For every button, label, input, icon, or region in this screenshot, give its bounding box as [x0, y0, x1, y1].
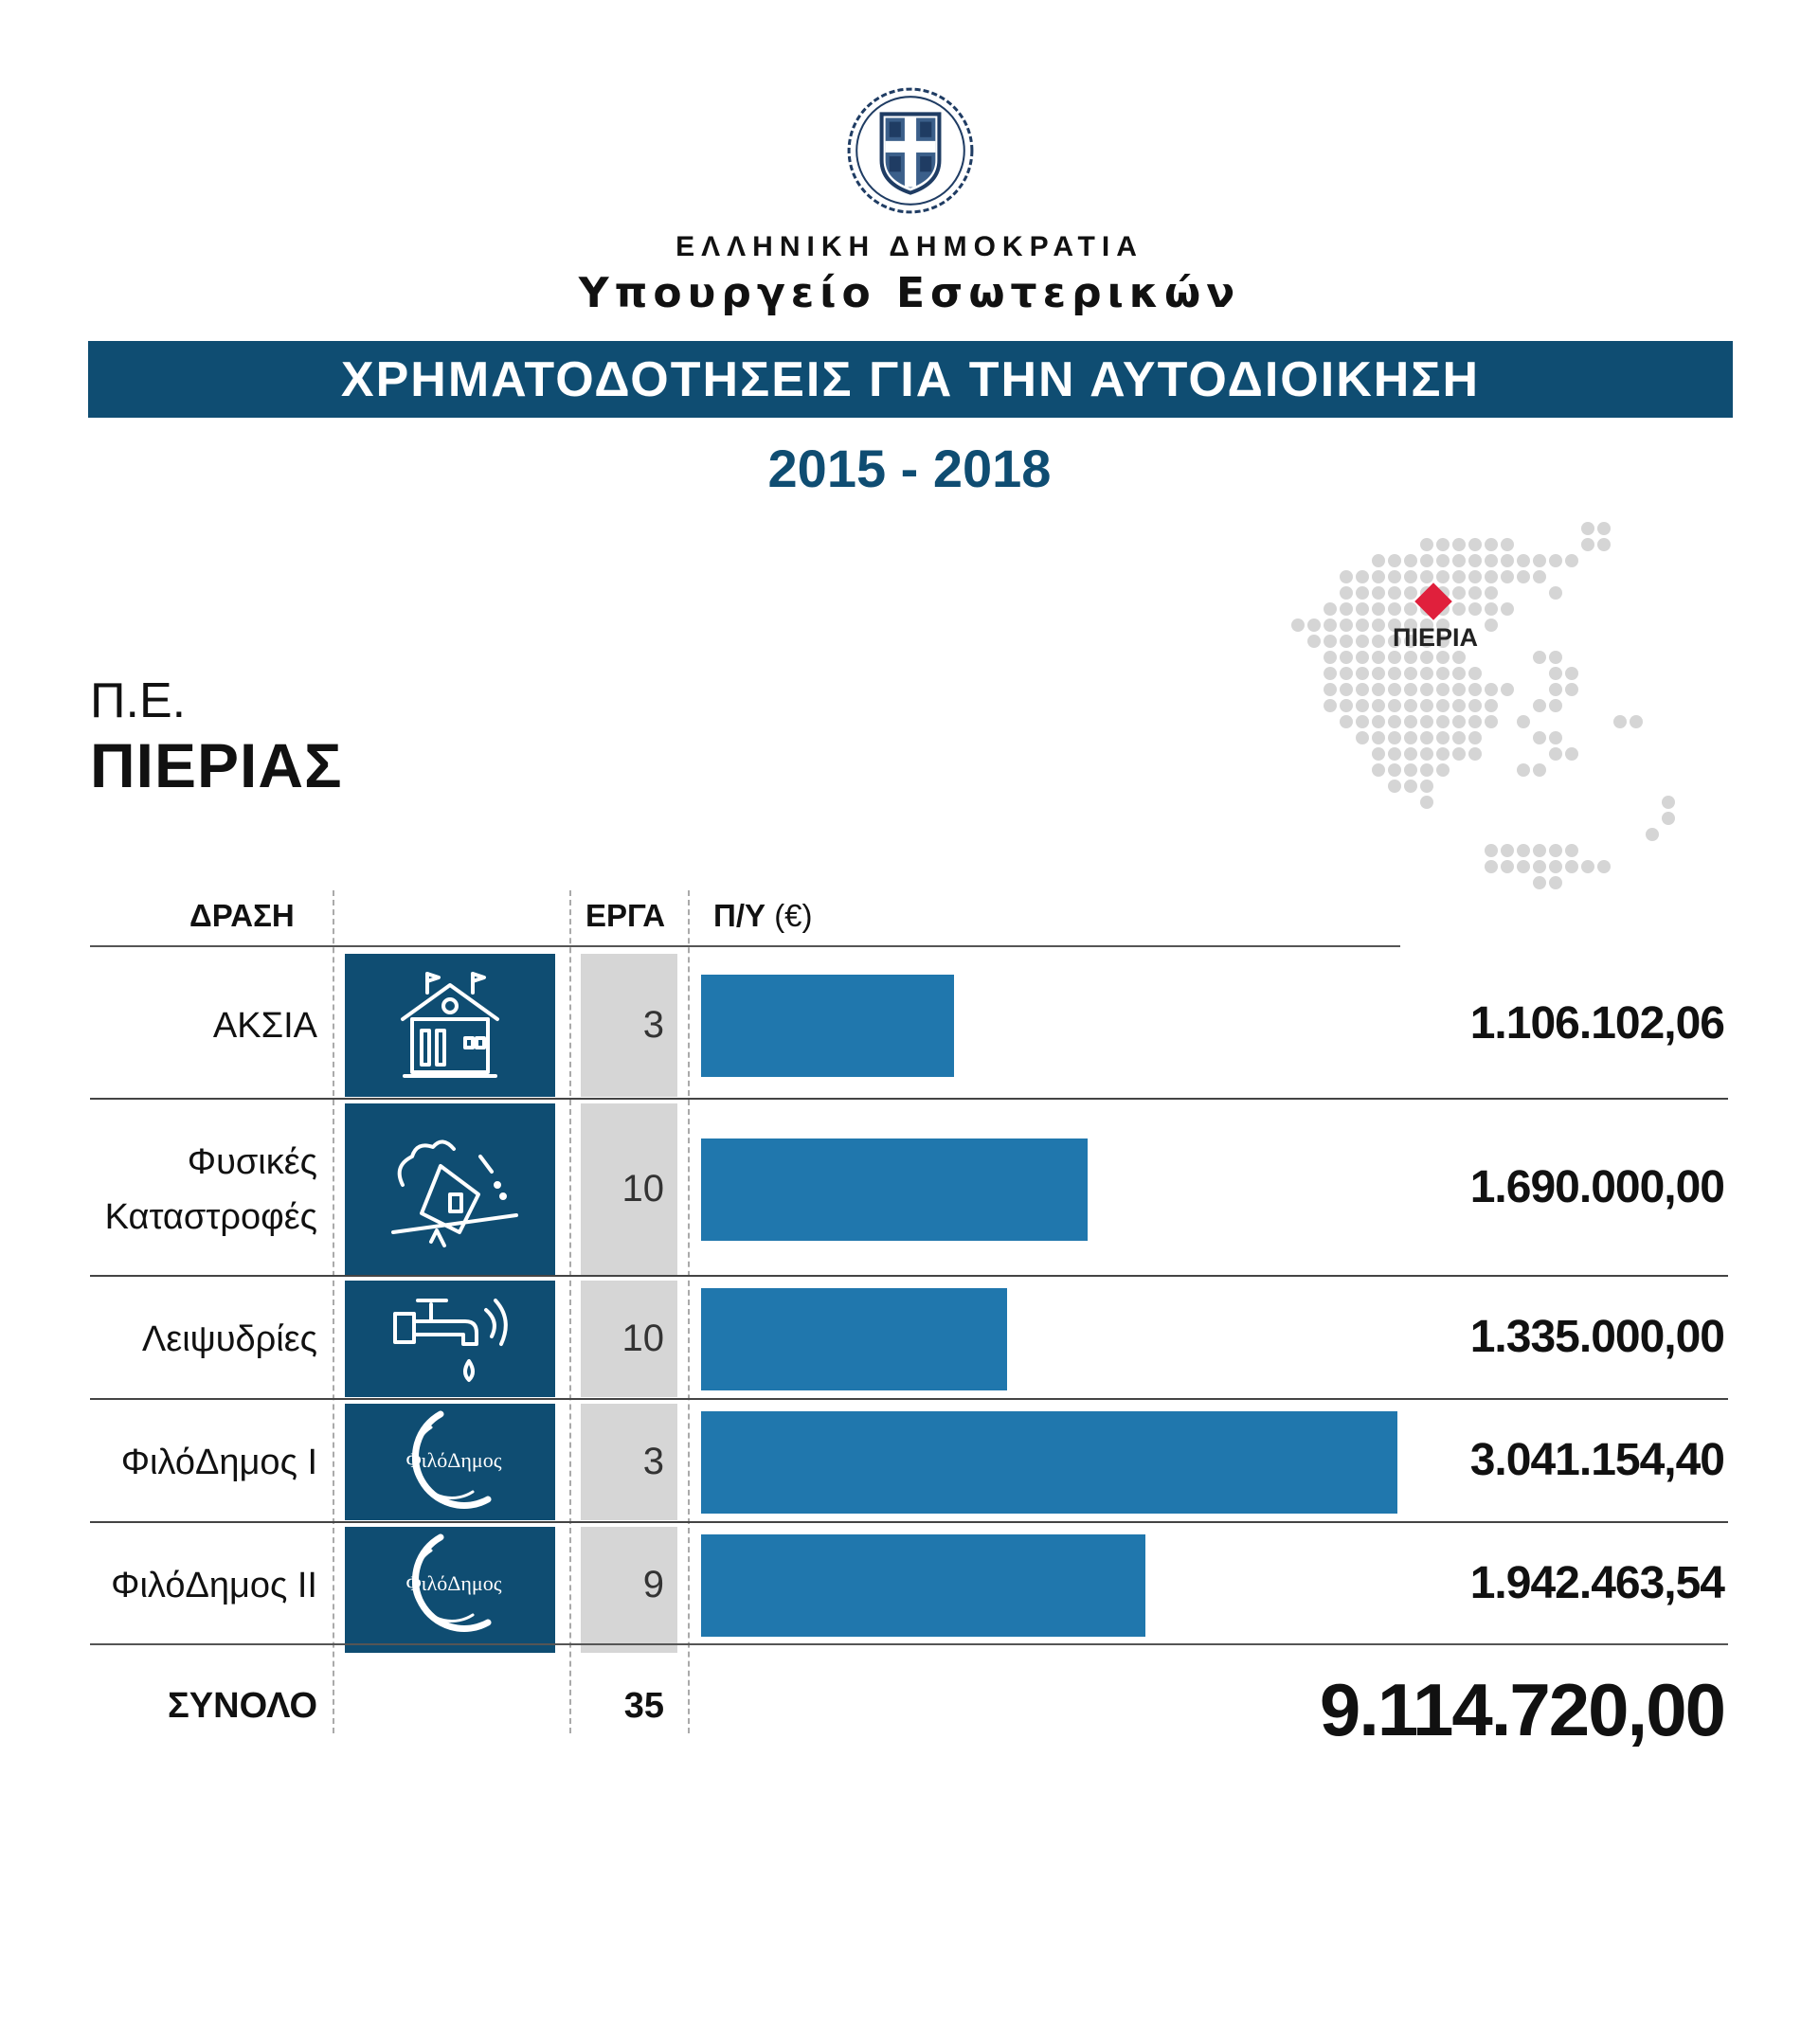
project-count: 9	[581, 1527, 677, 1643]
action-label-line: Φυσικές	[187, 1141, 317, 1182]
region-prefix: Π.Ε.	[90, 673, 187, 728]
action-label-line: Λειψυδρίες	[141, 1318, 317, 1359]
banner-title: ΧΡΗΜΑΤΟΔΟΤΗΣΕΙΣ ΓΙΑ ΤΗΝ ΑΥΤΟΔΙΟΙΚΗΣΗ	[88, 341, 1733, 418]
action-label	[81, 1525, 317, 1645]
total-projects: 35	[623, 1686, 664, 1726]
action-icon-tile	[345, 1281, 555, 1397]
budget-bar	[701, 975, 954, 1077]
republic-title: ΕΛΛΗΝΙΚΗ ΔΗΜΟΚΡΑΤΙΑ	[675, 231, 1144, 262]
school-building-icon	[374, 964, 526, 1087]
budget-bar	[701, 1139, 1088, 1241]
action-label-line: ΦιλόΔημος I	[120, 1442, 317, 1482]
header-projects: ΕΡΓΑ	[585, 898, 666, 933]
project-count: 3	[581, 1404, 677, 1520]
budget-amount: 1.942.463,54	[1469, 1557, 1724, 1608]
header-budget-unit: (€)	[774, 898, 813, 933]
action-label-line: Καταστροφές	[104, 1196, 317, 1237]
budget-amount: 1.335.000,00	[1469, 1311, 1724, 1362]
svg-text:ΦιλόΔημος: ΦιλόΔημος	[405, 1570, 502, 1595]
column-separator	[688, 890, 690, 1733]
action-icon-tile	[345, 1404, 555, 1520]
action-label	[81, 1279, 317, 1399]
action-label-line: ΦιλόΔημος II	[111, 1565, 317, 1605]
header-divider	[90, 945, 1400, 947]
project-count: 3	[581, 954, 677, 1097]
action-label-line: ΑΚΣΙΑ	[212, 1005, 317, 1046]
column-separator	[333, 890, 334, 1733]
budget-bar	[701, 1288, 1007, 1390]
filodimos-logo	[374, 1524, 526, 1647]
row-divider	[90, 1275, 1728, 1277]
budget-bar	[701, 1534, 1145, 1637]
header-budget-label: Π/Υ	[713, 898, 766, 933]
svg-text:ΦιλόΔημος: ΦιλόΔημος	[405, 1447, 502, 1472]
map-region-label: ΠΙΕΡΙΑ	[1392, 623, 1479, 652]
total-label: ΣΥΝΟΛΟ	[167, 1686, 317, 1726]
greece-dot-map	[1288, 511, 1686, 985]
count-column-footer	[581, 1645, 677, 1653]
action-icon-tile	[345, 954, 555, 1097]
row-divider	[90, 1398, 1728, 1400]
budget-bar	[701, 1411, 1397, 1514]
header-action: ΔΡΑΣΗ	[189, 898, 295, 933]
budget-amount: 3.041.154,40	[1469, 1434, 1724, 1485]
total-amount: 9.114.720,00	[1319, 1668, 1724, 1751]
action-label	[81, 1102, 317, 1277]
budget-amount: 1.690.000,00	[1469, 1161, 1724, 1212]
action-icon-tile	[345, 1527, 555, 1643]
project-count: 10	[581, 1103, 677, 1275]
region-name: ΠΙΕΡΙΑΣ	[90, 730, 343, 800]
icon-column-footer	[345, 1645, 555, 1653]
row-divider	[90, 1098, 1728, 1100]
project-count: 10	[581, 1281, 677, 1397]
action-icon-tile	[345, 1103, 555, 1275]
row-divider	[90, 1521, 1728, 1523]
budget-amount: 1.106.102,06	[1469, 997, 1724, 1049]
natural-disaster-icon	[374, 1128, 526, 1251]
action-label	[81, 952, 317, 1099]
column-separator	[569, 890, 571, 1733]
header-budget	[713, 898, 813, 934]
water-tap-icon	[374, 1278, 526, 1401]
coat-of-arms-logo	[843, 83, 978, 218]
total-divider	[90, 1643, 1728, 1645]
action-label	[81, 1402, 317, 1522]
years-subtitle: 2015 - 2018	[767, 439, 1052, 498]
ministry-title: Υπουργείο Εσωτερικών	[578, 269, 1241, 317]
filodimos-logo	[374, 1401, 526, 1524]
